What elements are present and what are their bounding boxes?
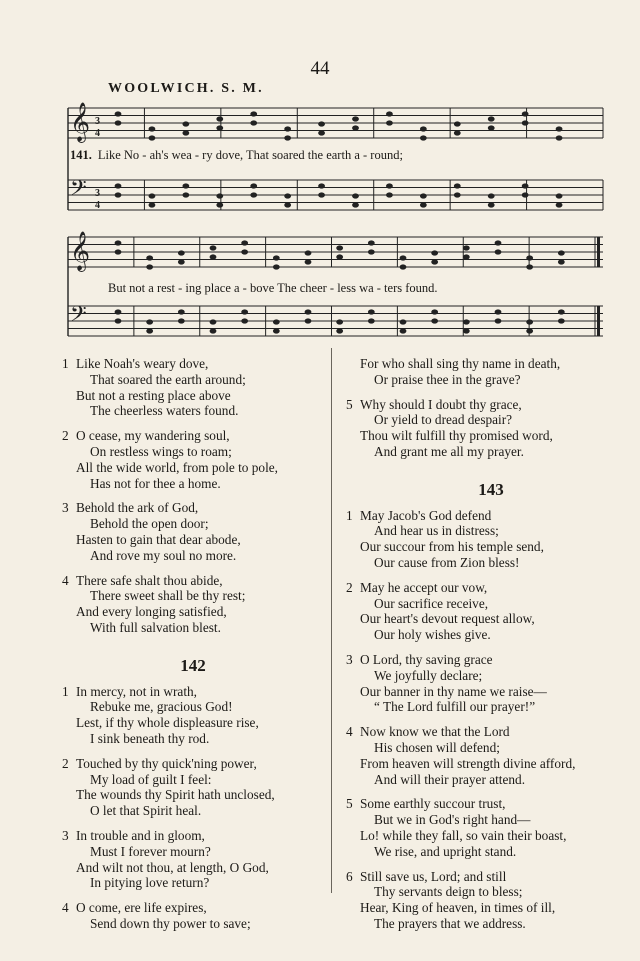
treble-clef-icon: 𝄞 bbox=[70, 231, 91, 271]
verse-number: 3 bbox=[62, 500, 69, 516]
treble-1-note bbox=[182, 121, 189, 126]
treble-2-note bbox=[463, 254, 470, 259]
bass-1-note bbox=[149, 202, 156, 207]
treble-2-note bbox=[273, 255, 280, 260]
treble-1-note bbox=[386, 111, 393, 116]
treble-1-note bbox=[522, 120, 529, 125]
verse-line bbox=[62, 356, 324, 372]
verse-line-text: And will their prayer attend. bbox=[374, 771, 526, 787]
treble-2-note bbox=[400, 255, 407, 260]
verse-number: 3 bbox=[62, 827, 69, 843]
treble-1-note bbox=[115, 111, 122, 116]
bass-1-note bbox=[420, 193, 427, 198]
treble-2-note bbox=[178, 259, 185, 264]
treble-1-note bbox=[420, 126, 427, 131]
bass-1-note bbox=[556, 193, 563, 198]
verse-number: 5 bbox=[346, 796, 353, 812]
verse-line bbox=[62, 715, 324, 731]
treble-1-note bbox=[488, 116, 495, 121]
treble-1-note bbox=[115, 120, 122, 125]
bass-1-note bbox=[250, 192, 257, 197]
verse-line-text: And wilt not thou, at length, O God, bbox=[76, 859, 269, 875]
verse-line bbox=[346, 412, 636, 428]
verse-line-text: In mercy, not in wrath, bbox=[76, 683, 197, 699]
verse-line-text: We rise, and upright stand. bbox=[374, 843, 517, 859]
verse bbox=[62, 900, 324, 932]
treble-2-note bbox=[431, 250, 438, 255]
verse-line-text: Thou wilt fulfill thy promised word, bbox=[360, 428, 553, 444]
treble-1-note bbox=[556, 126, 563, 131]
treble-1-note bbox=[318, 130, 325, 135]
bass-1-note bbox=[522, 183, 529, 188]
hymn-number: 142 bbox=[180, 655, 206, 675]
bass-1-note bbox=[386, 192, 393, 197]
verse-line-text: Some earthly succour trust, bbox=[360, 796, 506, 812]
verse-line bbox=[346, 428, 636, 444]
verse-line bbox=[62, 900, 324, 916]
bass-1-note bbox=[182, 183, 189, 188]
treble-2-note bbox=[431, 259, 438, 264]
verse-line bbox=[62, 803, 324, 819]
treble-2-note bbox=[305, 259, 312, 264]
verse bbox=[346, 796, 636, 859]
treble-1-note bbox=[284, 126, 291, 131]
bass-2-note bbox=[146, 319, 153, 324]
bass-1-note bbox=[182, 192, 189, 197]
treble-1-note bbox=[454, 121, 461, 126]
verse-line-text: Or praise thee in the grave? bbox=[374, 371, 521, 387]
bass-2-note bbox=[463, 319, 470, 324]
verse-number: 2 bbox=[346, 579, 353, 595]
verse-line-text: In trouble and in gloom, bbox=[76, 827, 205, 843]
verse-line bbox=[62, 604, 324, 620]
verse bbox=[346, 397, 636, 460]
verse-line-text: O cease, my wandering soul, bbox=[76, 428, 230, 444]
bass-1-note bbox=[488, 202, 495, 207]
treble-1-note bbox=[216, 125, 223, 130]
verse-line bbox=[62, 388, 324, 404]
verse bbox=[62, 684, 324, 747]
verse-line bbox=[62, 573, 324, 589]
verse-line bbox=[62, 731, 324, 747]
verse-line-text: Must I forever mourn? bbox=[90, 843, 211, 859]
verse-line bbox=[346, 596, 636, 612]
verse-line bbox=[346, 539, 636, 555]
bass-1-note bbox=[420, 202, 427, 207]
bass-1-note bbox=[216, 193, 223, 198]
verse-line-text: Now know we that the Lord bbox=[360, 724, 510, 740]
verse-line-text: There safe shalt thou abide, bbox=[76, 572, 223, 588]
verse-line bbox=[62, 860, 324, 876]
verse-line bbox=[346, 828, 636, 844]
verse-line-text: Why should I doubt thy grace, bbox=[360, 396, 522, 412]
verse-line-text: O come, ere life expires, bbox=[76, 900, 207, 916]
verse bbox=[62, 756, 324, 819]
verse-line-text: Behold the ark of God, bbox=[76, 500, 199, 516]
bass-2-note bbox=[463, 328, 470, 333]
verse-line-text: Touched by thy quick'ning power, bbox=[76, 755, 257, 771]
verse-line-text: “ The Lord fulfill our prayer!” bbox=[374, 699, 536, 715]
verse-line-text: Thy servants deign to bless; bbox=[374, 884, 523, 900]
bass-1-note bbox=[488, 193, 495, 198]
bass-2-note bbox=[526, 319, 533, 324]
verse-line-text: For who shall sing thy name in death, bbox=[360, 356, 561, 371]
bass-1-note bbox=[386, 183, 393, 188]
verse bbox=[62, 428, 324, 491]
verse bbox=[346, 869, 636, 932]
treble-1-note bbox=[352, 125, 359, 130]
verse-line bbox=[346, 740, 636, 756]
verse-line bbox=[62, 444, 324, 460]
treble-2-note bbox=[368, 249, 375, 254]
treble-2-note bbox=[558, 259, 565, 264]
treble-2-note bbox=[178, 250, 185, 255]
bass-1-note bbox=[284, 202, 291, 207]
treble-2-note bbox=[526, 255, 533, 260]
bass-2-note bbox=[178, 318, 185, 323]
bass-2-note bbox=[558, 318, 565, 323]
bass-1-note bbox=[115, 183, 122, 188]
treble-2-note bbox=[146, 264, 153, 269]
treble-2-note bbox=[241, 249, 248, 254]
verse-number: 4 bbox=[346, 724, 353, 740]
right-column bbox=[346, 356, 636, 941]
treble-clef-icon: 𝄞 bbox=[70, 102, 91, 142]
treble-2-note bbox=[241, 240, 248, 245]
bass-1-note bbox=[556, 202, 563, 207]
verse-line-text: O let that Spirit heal. bbox=[90, 803, 202, 819]
treble-1-note bbox=[522, 111, 529, 116]
verse-line bbox=[346, 844, 636, 860]
time-signature-bottom: 4 bbox=[95, 128, 100, 139]
bass-2-note bbox=[273, 319, 280, 324]
bass-2-note bbox=[400, 328, 407, 333]
bass-2-note bbox=[210, 328, 217, 333]
verse-line bbox=[62, 516, 324, 532]
verse bbox=[346, 508, 636, 571]
treble-2-note bbox=[336, 245, 343, 250]
verse-line-text: And grant me all my prayer. bbox=[374, 443, 524, 459]
tune-title: WOOLWICH. S. M. bbox=[108, 81, 264, 96]
verse-line-text: We joyfully declare; bbox=[374, 667, 483, 683]
verse-line-text: With full salvation blest. bbox=[90, 619, 221, 635]
treble-1-note bbox=[352, 116, 359, 121]
column-divider bbox=[331, 348, 332, 893]
verse-line-text: Still save us, Lord; and still bbox=[360, 868, 507, 884]
verse-line bbox=[346, 756, 636, 772]
music-lyric-line-2: But not a rest - ing place a - bove The cheer - less wa - ters found. bbox=[108, 281, 438, 295]
lyric-text-1: Like No - ah's wea - ry dove, That soared the earth a - round; bbox=[97, 148, 403, 162]
verse-number: 2 bbox=[62, 755, 69, 771]
verse-line bbox=[346, 668, 636, 684]
verse-line-text: Like Noah's weary dove, bbox=[76, 356, 209, 371]
verse-line-text: O Lord, thy saving grace bbox=[360, 651, 493, 667]
treble-2-note bbox=[146, 255, 153, 260]
bass-2-note bbox=[368, 318, 375, 323]
verse-line-text: Our holy wishes give. bbox=[374, 627, 491, 643]
verse-line-text: His chosen will defend; bbox=[374, 739, 500, 755]
bass-2-note bbox=[558, 309, 565, 314]
verse bbox=[346, 580, 636, 643]
treble-1-note bbox=[216, 116, 223, 121]
bass-1-note bbox=[318, 192, 325, 197]
treble-1-note bbox=[386, 120, 393, 125]
verse-line bbox=[62, 844, 324, 860]
treble-1-note bbox=[250, 111, 257, 116]
verse-line bbox=[62, 787, 324, 803]
bass-2-note bbox=[431, 309, 438, 314]
treble-2-note bbox=[463, 245, 470, 250]
verse-number: 4 bbox=[62, 900, 69, 916]
verse-line-text: On restless wings to roam; bbox=[90, 443, 232, 459]
final-barline bbox=[597, 237, 600, 267]
treble-1-note bbox=[420, 135, 427, 140]
verse-line-text: That soared the earth around; bbox=[90, 371, 246, 387]
bass-1-note bbox=[318, 183, 325, 188]
verse-line bbox=[62, 916, 324, 932]
verse bbox=[346, 724, 636, 787]
verse-line bbox=[346, 444, 636, 460]
verse-line bbox=[62, 476, 324, 492]
page-number: 44 bbox=[310, 58, 330, 79]
verse-line-text: Our sacrifice receive, bbox=[374, 595, 489, 611]
verse-line-text: Our cause from Zion bless! bbox=[374, 554, 520, 570]
treble-1-note bbox=[488, 125, 495, 130]
verse-line-text: And rove my soul no more. bbox=[90, 547, 237, 563]
treble-1-note bbox=[318, 121, 325, 126]
treble-1-note bbox=[182, 130, 189, 135]
treble-2-note bbox=[273, 264, 280, 269]
treble-2-note bbox=[210, 245, 217, 250]
treble-2-note bbox=[336, 254, 343, 259]
verse-number: 5 bbox=[346, 396, 353, 412]
verse-number: 1 bbox=[62, 356, 69, 371]
bass-2-note bbox=[305, 309, 312, 314]
bass-2-note bbox=[526, 328, 533, 333]
bass-1-note bbox=[149, 193, 156, 198]
verse bbox=[62, 828, 324, 891]
bass-2-note bbox=[336, 319, 343, 324]
verse-line bbox=[346, 796, 636, 812]
bass-2-note bbox=[431, 318, 438, 323]
treble-1-note bbox=[454, 130, 461, 135]
bass-2-note bbox=[495, 309, 502, 314]
verse bbox=[346, 356, 636, 388]
time-signature-top: 3 bbox=[95, 188, 100, 199]
verse-line-text: But not a resting place above bbox=[76, 387, 231, 403]
verse-line bbox=[346, 772, 636, 788]
bass-1-note bbox=[352, 202, 359, 207]
treble-1-note bbox=[284, 135, 291, 140]
music-lyric-line-1 bbox=[70, 148, 403, 163]
verse-line bbox=[62, 428, 324, 444]
verse-line bbox=[62, 772, 324, 788]
verse-line bbox=[346, 372, 636, 388]
verse-line bbox=[62, 828, 324, 844]
time-signature-bottom: 4 bbox=[95, 200, 100, 211]
verse-line-text: Lo! while they fall, so vain their boast, bbox=[360, 827, 567, 843]
verse-line-text: I sink beneath thy rod. bbox=[90, 730, 210, 746]
verse-line-text: The cheerless waters found. bbox=[90, 403, 239, 419]
bass-2-note bbox=[210, 319, 217, 324]
bass-2-note bbox=[241, 318, 248, 323]
verse-line bbox=[346, 699, 636, 715]
treble-2-note bbox=[400, 264, 407, 269]
verse-line-text: My load of guilt I feel: bbox=[90, 771, 212, 787]
bass-2-note bbox=[336, 328, 343, 333]
bass-2-note bbox=[241, 309, 248, 314]
bass-1-note bbox=[284, 193, 291, 198]
verse-line bbox=[346, 611, 636, 627]
verse-number: 3 bbox=[346, 651, 353, 667]
verse-line bbox=[346, 884, 636, 900]
left-column bbox=[62, 356, 324, 941]
verse-line-text: Or yield to dread despair? bbox=[374, 412, 513, 428]
bass-2-note bbox=[115, 309, 122, 314]
verse-line-text: In pitying love return? bbox=[90, 875, 210, 891]
treble-2-note bbox=[305, 250, 312, 255]
verse-line-text: Send down thy power to save; bbox=[90, 915, 251, 931]
hymn-number: 143 bbox=[478, 479, 504, 499]
verse-line bbox=[62, 875, 324, 891]
verse-number: 1 bbox=[346, 507, 353, 523]
verse-line bbox=[62, 756, 324, 772]
bass-2-note bbox=[368, 309, 375, 314]
verse bbox=[346, 652, 636, 715]
bass-2-note bbox=[273, 328, 280, 333]
verse-line bbox=[346, 508, 636, 524]
verse-line-text: Has not for thee a home. bbox=[90, 475, 221, 491]
verse-line bbox=[62, 372, 324, 388]
treble-2-note bbox=[368, 240, 375, 245]
verse bbox=[62, 573, 324, 636]
verse-line bbox=[62, 548, 324, 564]
bass-2-note bbox=[495, 318, 502, 323]
verse bbox=[62, 356, 324, 419]
bass-1-note bbox=[115, 192, 122, 197]
verse-number: 2 bbox=[62, 428, 69, 444]
verse-number: 6 bbox=[346, 868, 353, 884]
time-signature-top: 3 bbox=[95, 116, 100, 127]
verse-line-text: May he accept our vow, bbox=[360, 579, 488, 595]
verse-line-text: And every longing satisfied, bbox=[76, 604, 227, 620]
verse-line-text: Lest, if thy whole displeasure rise, bbox=[76, 715, 259, 731]
verse-line bbox=[62, 403, 324, 419]
bass-2-note bbox=[178, 309, 185, 314]
bass-1-note bbox=[352, 193, 359, 198]
verse-line bbox=[346, 397, 636, 413]
verse-number: 4 bbox=[62, 572, 69, 588]
verse-line bbox=[346, 812, 636, 828]
verse-line-text: And hear us in distress; bbox=[374, 523, 499, 539]
verse-line-text: Hasten to gain that dear abode, bbox=[76, 531, 241, 547]
verse-line bbox=[346, 356, 636, 372]
verse-line-text: The wounds thy Spirit hath unclosed, bbox=[76, 787, 275, 803]
verse-line bbox=[346, 684, 636, 700]
bass-2-note bbox=[400, 319, 407, 324]
verse-line bbox=[346, 724, 636, 740]
bass-2-note bbox=[146, 328, 153, 333]
treble-1-note bbox=[149, 135, 156, 140]
verse-line-text: The prayers that we address. bbox=[374, 915, 526, 931]
verse-line bbox=[62, 588, 324, 604]
verse-line-text: May Jacob's God defend bbox=[360, 507, 492, 523]
treble-2-note bbox=[526, 264, 533, 269]
treble-1-note bbox=[556, 135, 563, 140]
verse bbox=[62, 500, 324, 563]
treble-1-note bbox=[149, 126, 156, 131]
verse-line bbox=[62, 684, 324, 700]
bass-2-note bbox=[115, 318, 122, 323]
verse-line-text: Our banner in thy name we raise— bbox=[360, 683, 547, 699]
bass-1-note bbox=[250, 183, 257, 188]
verse-line bbox=[62, 500, 324, 516]
verse-line bbox=[346, 523, 636, 539]
verse-line bbox=[62, 460, 324, 476]
verse-line bbox=[346, 916, 636, 932]
treble-2-note bbox=[495, 240, 502, 245]
treble-2-note bbox=[495, 249, 502, 254]
bass-clef-icon: 𝄢 bbox=[70, 176, 87, 206]
treble-1-note bbox=[250, 120, 257, 125]
verse-line-text: But we in God's right hand— bbox=[374, 812, 531, 828]
hymn-label: 141. bbox=[70, 148, 92, 162]
verse-line bbox=[346, 580, 636, 596]
verse-line bbox=[346, 900, 636, 916]
bass-1-note bbox=[454, 183, 461, 188]
bass-1-note bbox=[216, 202, 223, 207]
verse-line-text: Hear, King of heaven, in times of ill, bbox=[360, 900, 556, 916]
verse-line-text: There sweet shall be thy rest; bbox=[90, 588, 246, 604]
verse-line bbox=[62, 620, 324, 636]
treble-2-note bbox=[115, 240, 122, 245]
verse-line bbox=[346, 652, 636, 668]
bass-1-note bbox=[454, 192, 461, 197]
bass-1-note bbox=[522, 192, 529, 197]
verse-line bbox=[346, 869, 636, 885]
verse-line-text: All the wide world, from pole to pole, bbox=[76, 459, 278, 475]
treble-2-note bbox=[558, 250, 565, 255]
verse-line-text: From heaven will strength divine afford, bbox=[360, 755, 576, 771]
verse-line bbox=[346, 555, 636, 571]
verse-line bbox=[346, 627, 636, 643]
treble-2-note bbox=[210, 254, 217, 259]
bass-clef-icon: 𝄢 bbox=[70, 302, 87, 332]
verse-line-text: Our heart's devout request allow, bbox=[360, 611, 535, 627]
bass-2-note bbox=[305, 318, 312, 323]
verse-line-text: Behold the open door; bbox=[90, 516, 209, 532]
verse-line-text: Rebuke me, gracious God! bbox=[90, 699, 233, 715]
verse-line bbox=[62, 699, 324, 715]
treble-2-note bbox=[115, 249, 122, 254]
verse-line-text: Our succour from his temple send, bbox=[360, 539, 544, 555]
verse-line bbox=[62, 532, 324, 548]
final-barline bbox=[597, 306, 600, 336]
verse-number: 1 bbox=[62, 683, 69, 699]
